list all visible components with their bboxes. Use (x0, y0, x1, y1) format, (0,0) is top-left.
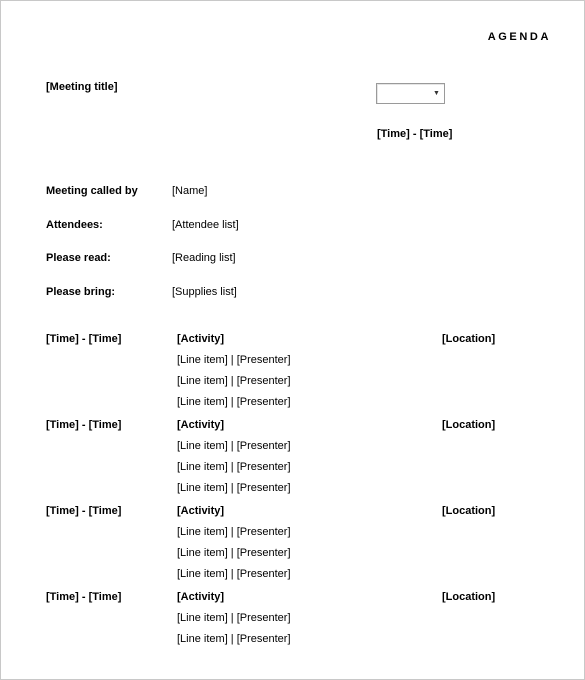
block-location[interactable]: [Location] (442, 333, 496, 345)
info-value-reading[interactable]: [Reading list] (172, 252, 236, 264)
block-time[interactable]: [Time] - [Time] (46, 505, 122, 517)
info-row-meeting-called-by (46, 185, 466, 199)
block-location[interactable]: [Location] (442, 505, 496, 517)
block-time[interactable]: [Time] - [Time] (46, 333, 122, 345)
block-line-item[interactable]: [Line item] | [Presenter] (177, 526, 291, 538)
block-line-item[interactable]: [Line item] | [Presenter] (177, 440, 291, 452)
date-picker-dropdown[interactable] (376, 83, 445, 104)
agenda-heading: AGENDA (487, 31, 551, 43)
info-value-supplies[interactable]: [Supplies list] (172, 286, 237, 298)
header-time-range[interactable]: [Time] - [Time] (377, 128, 453, 140)
block-line-item[interactable]: [Line item] | [Presenter] (177, 461, 291, 473)
block-location[interactable]: [Location] (442, 419, 496, 431)
block-activity[interactable]: [Activity] (177, 419, 225, 431)
agenda-block (46, 591, 546, 647)
info-row-please-read (46, 252, 466, 266)
dropdown-arrow-icon[interactable]: ▼ (433, 90, 440, 97)
block-line-item[interactable]: [Line item] | [Presenter] (177, 547, 291, 559)
info-label: Please bring: (46, 286, 116, 298)
block-line-item[interactable]: [Line item] | [Presenter] (177, 354, 291, 366)
block-line-item[interactable]: [Line item] | [Presenter] (177, 633, 291, 645)
info-label: Please read: (46, 252, 111, 264)
info-row-attendees (46, 219, 466, 233)
info-label: Meeting called by (46, 185, 138, 197)
block-line-item[interactable]: [Line item] | [Presenter] (177, 612, 291, 624)
block-activity[interactable]: [Activity] (177, 505, 225, 517)
block-line-item[interactable]: [Line item] | [Presenter] (177, 568, 291, 580)
block-location[interactable]: [Location] (442, 591, 496, 603)
info-label: Attendees: (46, 219, 103, 231)
block-activity[interactable]: [Activity] (177, 591, 225, 603)
block-line-item[interactable]: [Line item] | [Presenter] (177, 396, 291, 408)
agenda-block (46, 333, 546, 409)
block-time[interactable]: [Time] - [Time] (46, 419, 122, 431)
block-line-item[interactable]: [Line item] | [Presenter] (177, 482, 291, 494)
info-value-attendees[interactable]: [Attendee list] (172, 219, 239, 231)
block-line-item[interactable]: [Line item] | [Presenter] (177, 375, 291, 387)
agenda-block (46, 505, 546, 581)
block-time[interactable]: [Time] - [Time] (46, 591, 122, 603)
info-row-please-bring (46, 286, 466, 300)
meeting-title[interactable]: [Meeting title] (46, 81, 118, 93)
block-activity[interactable]: [Activity] (177, 333, 225, 345)
agenda-block (46, 419, 546, 495)
info-value-name[interactable]: [Name] (172, 185, 208, 197)
